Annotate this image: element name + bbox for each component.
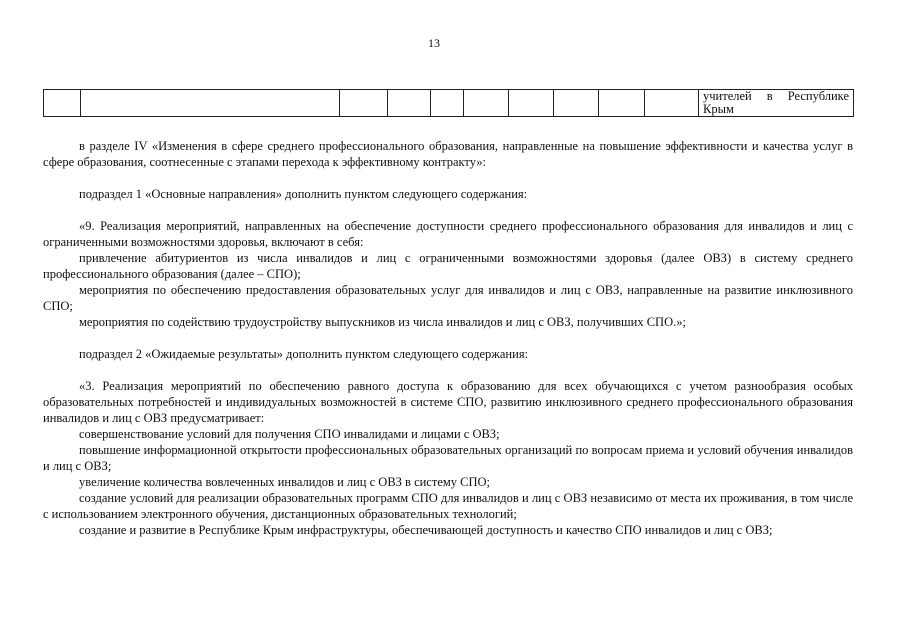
table-cell [645, 90, 699, 117]
paragraph: «9. Реализация мероприятий, направленных на обеспечение доступности среднего профессионального образования для инвалидов и лиц с ограниченными возможностями здоровья, включают в себя: [43, 219, 853, 249]
paragraph: увеличение количества вовлеченных инвалидов и лиц с ОВЗ в систему СПО; [79, 475, 491, 489]
table-row [44, 90, 854, 117]
paragraph: «3. Реализация мероприятий по обеспечению равного доступа к образованию для всех обучающихся с учетом разнообразия особых образовательных потребностей и индивидуальных возможностей в системе СПО, развитию инклюзивного среднего профессионального образования инвалидов и лиц с ОВЗ предусматривает: [43, 379, 853, 425]
table-cell [388, 90, 431, 117]
paragraph: привлечение абитуриентов из числа инвалидов и лиц с ограниченными возможностями здоровья (далее ОВЗ) в систему среднего профессионального образования (далее – СПО); [43, 251, 853, 281]
paragraph: повышение информационной открытости профессиональных образовательных организаций по вопросам приема и условий обучения инвалидов и лиц с ОВЗ; [43, 443, 853, 473]
paragraph: создание условий для реализации образовательных программ СПО для инвалидов и лиц с ОВЗ независимо от места их проживания, в том числе с использованием электронного обучения, дистанционных образовательных технологий; [43, 491, 853, 521]
paragraph: создание и развитие в Республике Крым инфраструктуры, обеспечивающей доступность и качество СПО инвалидов и лиц с ОВЗ; [79, 523, 773, 537]
table-cell [81, 90, 340, 117]
table-cell [340, 90, 388, 117]
page-number: 13 [428, 36, 440, 50]
paragraph: в разделе IV «Изменения в сфере среднего профессионального образования, направленные на повышение эффективности и качества услуг в сфере образования, соотнесенные с этапами перехода к эффективному контракту»: [43, 139, 853, 169]
paragraph: совершенствование условий для получения СПО инвалидами и лицами с ОВЗ; [79, 427, 500, 441]
table-cell [554, 90, 599, 117]
paragraph: подраздел 1 «Основные направления» дополнить пунктом следующего содержания: [79, 187, 528, 201]
table-cell [599, 90, 645, 117]
table-cell-text: учителей в Республике Крым [699, 90, 854, 117]
paragraph: подраздел 2 «Ожидаемые результаты» дополнить пунктом следующего содержания: [79, 347, 529, 361]
table-cell [509, 90, 554, 117]
document-body [43, 138, 853, 538]
table-cell [464, 90, 509, 117]
table-cell [44, 90, 81, 117]
table-cell [431, 90, 464, 117]
paragraph: мероприятия по содействию трудоустройству выпускников из числа инвалидов и лиц с ОВЗ, получивших СПО.»; [79, 315, 686, 329]
paragraph: мероприятия по обеспечению предоставления образовательных услуг для инвалидов и лиц с ОВЗ, направленные на развитие инклюзивного СПО; [43, 283, 853, 313]
table-fragment [43, 89, 854, 117]
